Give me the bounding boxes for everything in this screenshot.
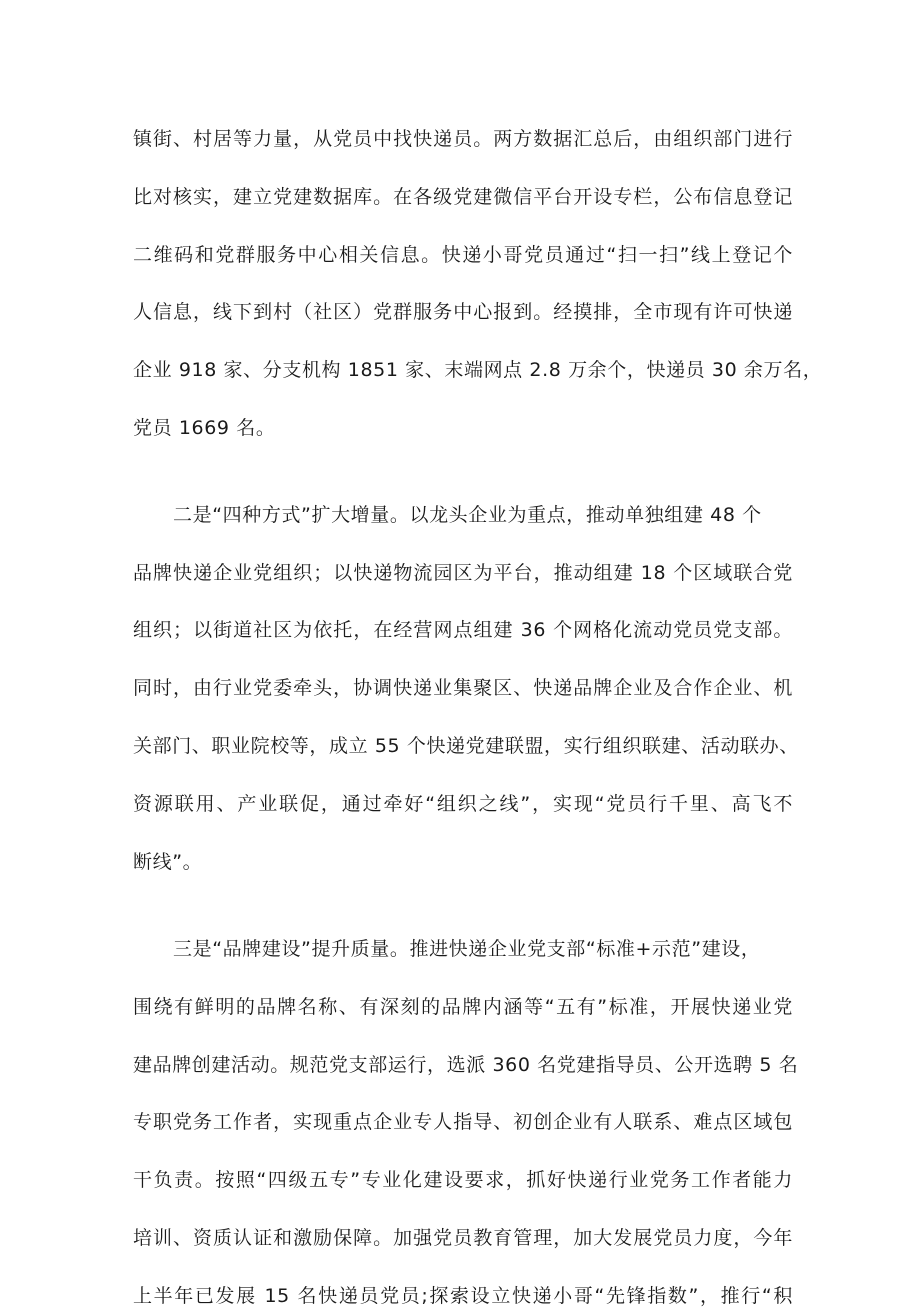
paragraph-2-line-4: 同时，由行业党委牵头，协调快递业集聚区、快递品牌企业及合作企业、机 bbox=[133, 677, 793, 699]
paragraph-2-line-5: 关部门、职业院校等，成立 55 个快递党建联盟，实行组织联建、活动联办、 bbox=[133, 735, 799, 757]
paragraph-1-line-3: 二维码和党群服务中心相关信息。快递小哥党员通过“扫一扫”线上登记个 bbox=[133, 244, 793, 266]
paragraph-3-line-2: 围绕有鲜明的品牌名称、有深刻的品牌内涵等“五有”标准，开展快递业党 bbox=[133, 996, 793, 1018]
paragraph-3-line-1: 三是“品牌建设”提升质量。推进快递企业党支部“标准+示范”建设， bbox=[173, 938, 761, 960]
paragraph-3-line-4: 专职党务工作者，实现重点企业专人指导、初创企业有人联系、难点区域包 bbox=[133, 1111, 793, 1133]
paragraph-1-line-4: 人信息，线下到村（社区）党群服务中心报到。经摸排，全市现有许可快递 bbox=[133, 301, 793, 323]
paragraph-2-line-3: 组织；以街道社区为依托，在经营网点组建 36 个网格化流动党员党支部。 bbox=[133, 619, 793, 641]
paragraph-2-line-1: 二是“四种方式”扩大增量。以龙头企业为重点，推动单独组建 48 个 bbox=[173, 504, 762, 526]
paragraph-1-line-5: 企业 918 家、分支机构 1851 家、末端网点 2.8 万余个，快递员 30 余万名， bbox=[133, 359, 823, 381]
paragraph-3-line-3: 建品牌创建活动。规范党支部运行，选派 360 名党建指导员、公开选聘 5 名 bbox=[133, 1054, 799, 1076]
paragraph-3-line-5: 干负责。按照“四级五专”专业化建设要求，抓好快递行业党务工作者能力 bbox=[133, 1169, 793, 1191]
paragraph-1-line-1: 镇街、村居等力量，从党员中找快递员。两方数据汇总后，由组织部门进行 bbox=[133, 128, 793, 150]
paragraph-1-line-6: 党员 1669 名。 bbox=[133, 417, 276, 439]
paragraph-2-line-6: 资源联用、产业联促，通过牵好“组织之线”，实现“党员行千里、高飞不 bbox=[133, 793, 793, 815]
paragraph-3-line-6: 培训、资质认证和激励保障。加强党员教育管理，加大发展党员力度，今年 bbox=[133, 1227, 793, 1249]
paragraph-2-line-2: 品牌快递企业党组织；以快递物流园区为平台，推动组建 18 个区域联合党 bbox=[133, 562, 793, 584]
paragraph-1-line-2: 比对核实，建立党建数据库。在各级党建微信平台开设专栏，公布信息登记 bbox=[133, 186, 793, 208]
paragraph-3-line-7: 上半年已发展 15 名快递员党员;探索设立快递小哥“先锋指数”，推行“积 bbox=[133, 1285, 793, 1307]
paragraph-2-line-7: 断线”。 bbox=[133, 851, 203, 873]
